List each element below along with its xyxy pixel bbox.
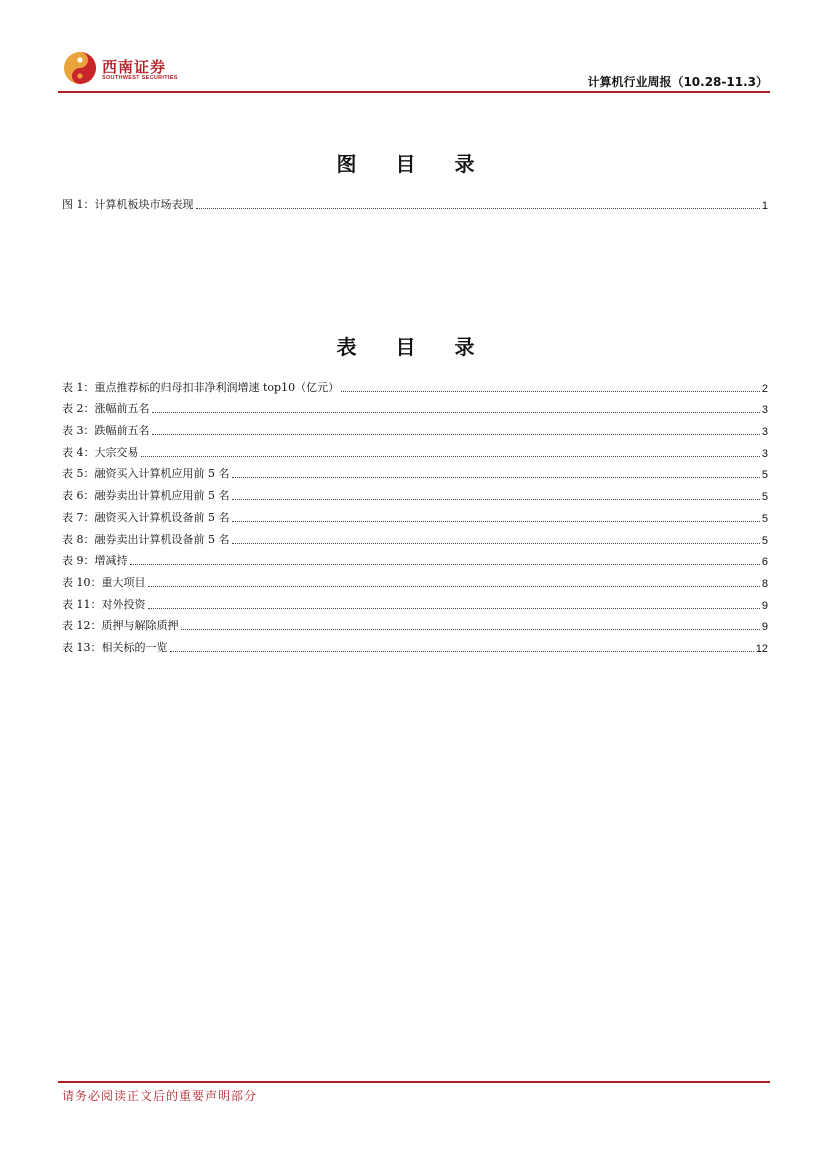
- page-header: [58, 48, 770, 92]
- toc-entry-page: 5: [761, 512, 768, 525]
- toc-entry-label: 表 9：增减持: [62, 554, 128, 568]
- toc-entry[interactable]: [62, 460, 768, 482]
- toc-leader: [141, 455, 760, 457]
- logo-english-name: SOUTHWEST SECURITIES: [102, 75, 178, 81]
- logo-emblem-icon: [62, 50, 98, 86]
- toc-entry-page: 3: [761, 447, 768, 460]
- toc-leader: [170, 650, 754, 652]
- toc-entry[interactable]: [62, 547, 768, 569]
- toc-entry-page: 1: [761, 199, 768, 212]
- toc-entry-label: 表 6：融券卖出计算机应用前 5 名: [62, 489, 230, 503]
- toc-entry-label: 表 3：跌幅前五名: [62, 424, 150, 438]
- toc-entry[interactable]: [62, 525, 768, 547]
- toc-entry[interactable]: [62, 568, 768, 590]
- table-list-title: 表 目 录: [336, 335, 491, 359]
- figure-list-title: 图 目 录: [336, 152, 491, 176]
- toc-entry-page: 5: [761, 469, 768, 482]
- toc-entry-page: 12: [755, 642, 768, 655]
- toc-leader: [341, 390, 760, 392]
- report-title: 计算机行业周报（10.28-11.3）: [587, 75, 768, 89]
- toc-entry-label: 图 1：计算机板块市场表现: [62, 197, 194, 211]
- toc-entry-label: 表 5：融资买入计算机应用前 5 名: [62, 467, 230, 481]
- logo-chinese-name: 西南证券: [102, 58, 167, 76]
- toc-leader: [196, 207, 760, 209]
- toc-leader: [130, 563, 760, 565]
- toc-leader: [148, 607, 760, 609]
- toc-entry[interactable]: [62, 438, 768, 460]
- toc-entry[interactable]: [62, 633, 768, 655]
- toc-entry-page: 8: [761, 577, 768, 590]
- toc-entry[interactable]: [62, 190, 768, 212]
- toc-entry-page: 3: [761, 426, 768, 439]
- toc-entry-label: 表 11：对外投资: [62, 597, 146, 611]
- toc-entry[interactable]: [62, 373, 768, 395]
- toc-leader: [148, 585, 760, 587]
- toc-entry-label: 表 4：大宗交易: [62, 445, 139, 459]
- toc-entry-label: 表 2：涨幅前五名: [62, 402, 150, 416]
- toc-leader: [232, 476, 760, 478]
- footer-divider: [58, 1081, 770, 1083]
- toc-entry[interactable]: [62, 416, 768, 438]
- table-list: [62, 373, 768, 655]
- company-logo: [62, 50, 182, 86]
- toc-entry-label: 表 8：融券卖出计算机设备前 5 名: [62, 532, 230, 546]
- toc-entry-page: 9: [761, 599, 768, 612]
- header-divider: [58, 91, 770, 93]
- toc-leader: [152, 433, 760, 435]
- toc-entry-page: 3: [761, 404, 768, 417]
- footer-disclaimer: 请务必阅读正文后的重要声明部分: [62, 1089, 258, 1103]
- toc-entry[interactable]: [62, 612, 768, 634]
- toc-entry-page: 6: [761, 556, 768, 569]
- toc-leader: [232, 498, 760, 500]
- toc-entry-label: 表 1：重点推荐标的归母扣非净利润增速 top10（亿元）: [62, 380, 340, 394]
- toc-entry-page: 2: [761, 382, 768, 395]
- toc-entry[interactable]: [62, 590, 768, 612]
- figure-list: [62, 190, 768, 212]
- toc-entry-page: 5: [761, 534, 768, 547]
- toc-entry-label: 表 13：相关标的一览: [62, 640, 168, 654]
- toc-leader: [232, 520, 760, 522]
- toc-entry-page: 9: [761, 621, 768, 634]
- toc-entry[interactable]: [62, 395, 768, 417]
- toc-entry[interactable]: [62, 503, 768, 525]
- toc-entry-page: 5: [761, 491, 768, 504]
- toc-leader: [152, 411, 760, 413]
- toc-entry-label: 表 10：重大项目: [62, 575, 146, 589]
- toc-leader: [181, 628, 760, 630]
- toc-entry-label: 表 7：融资买入计算机设备前 5 名: [62, 510, 230, 524]
- toc-entry-label: 表 12：质押与解除质押: [62, 619, 179, 633]
- toc-leader: [232, 542, 760, 544]
- toc-entry[interactable]: [62, 481, 768, 503]
